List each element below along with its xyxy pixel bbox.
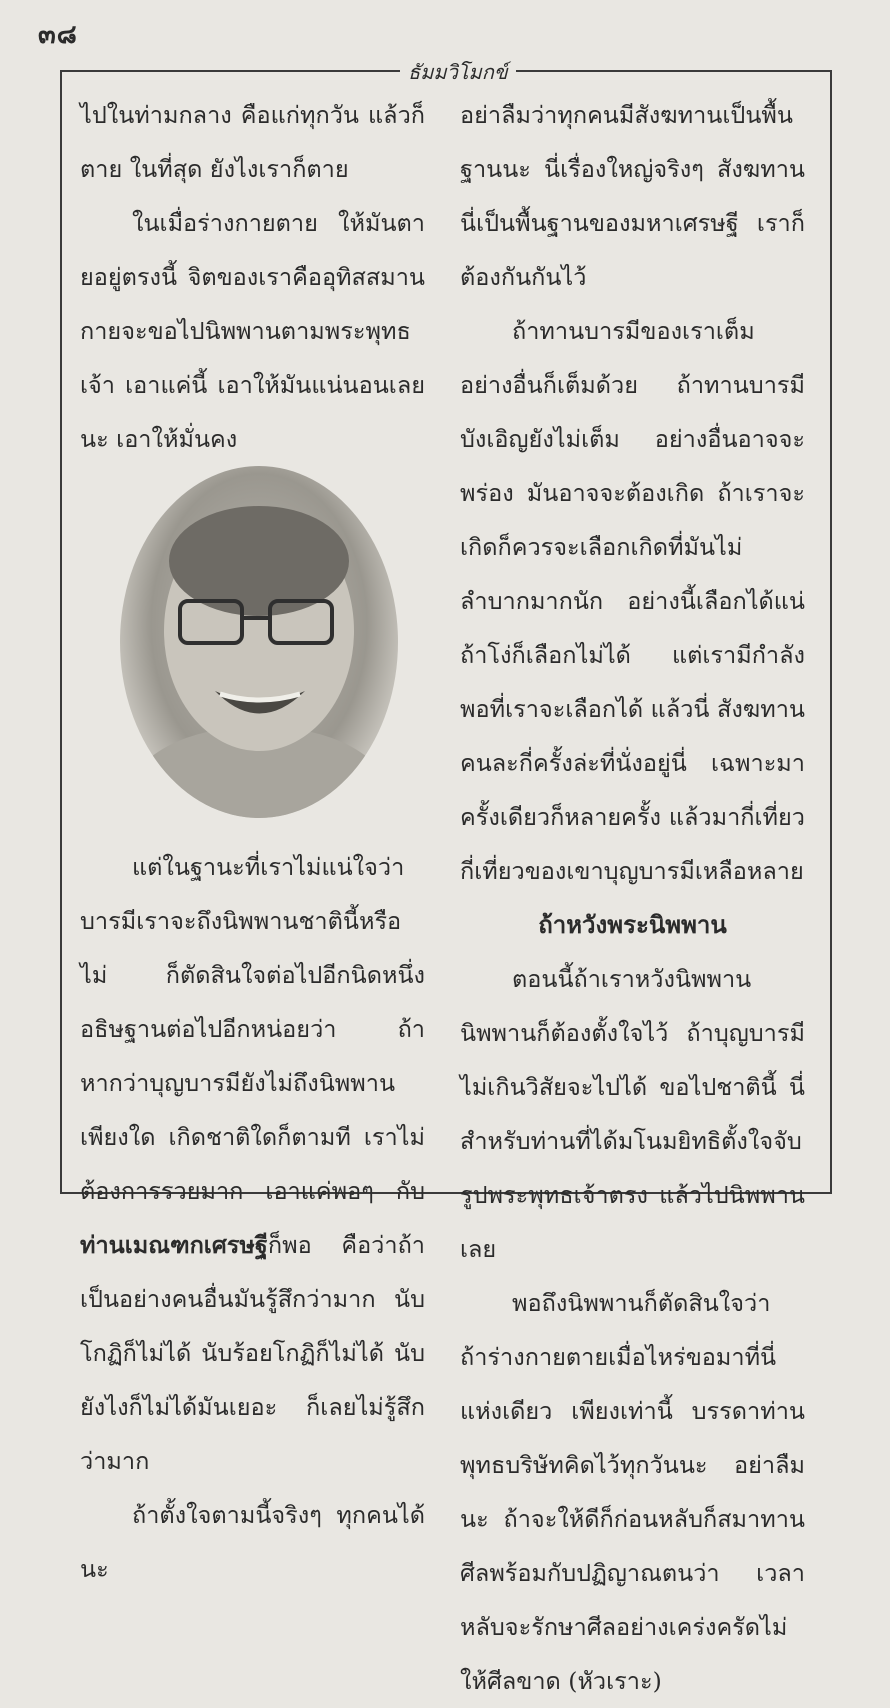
left-paragraph-4: ถ้าตั้งใจตามนี้จริงๆ ทุกคนได้นะ (80, 1501, 425, 1583)
right-paragraph-4: พอถึงนิพพานก็ตัดสินใจว่า ถ้าร่างกายตายเมื่อไหร่ขอมาที่นี่แห่งเดียว เพียงเท่านี้ บรรดาท่านพุทธบริษัทคิดไว้ทุกวันนะ อย่าลืมนะ ถ้าจะให้ดีก็ก่อนหลับก็สมาทานศีลพร้อมกับปฏิญาณตนว่า เวลาหลับจะรักษาศีลอย่างเคร่งครัดไม่ให้ศีลขาด (หัวเราะ) (460, 1289, 805, 1695)
left-paragraph-2: ในเมื่อร่างกายตาย ให้มันตายอยู่ตรงนี้ จิตของเราคืออุทิสสมานกายจะขอไปนิพพานตามพระพุทธเจ้า เอาแค่นี้ เอาให้มันแน่นอนเลยนะ เอาให้มั่นคง (80, 209, 425, 453)
right-paragraph-2: ถ้าทานบารมีของเราเต็ม อย่างอื่นก็เต็มด้วย ถ้าทานบารมีบังเอิญยังไม่เต็ม อย่างอื่นอาจจะพร่อง มันอาจจะต้องเกิด ถ้าเราจะเกิดก็ควรจะเลือกเกิดที่มันไม่ลำบากมากนัก อย่างนี้เลือกได้แน่ ถ้าโง่ก็เลือกไม่ได้ แต่เรามีกำลังพอที่เราจะเลือกได้ แล้วนี่ สังฆทานคนละกี่ครั้งล่ะที่นั่งอยู่นี่ เฉพาะมาครั้งเดียวก็หลายครั้ง แล้วมากี่เที่ยว กี่เที่ยวของเขาบุญบารมีเหลือหลาย (460, 317, 805, 885)
photo-container (80, 466, 425, 836)
left-paragraph-3-bold: ท่านเมณฑกเศรษฐี (80, 1231, 268, 1259)
section-heading: ถ้าหวังพระนิพพาน (538, 910, 727, 939)
left-paragraph-3-b: ก็พอ คือว่าถ้าเป็นอย่างคนอื่นมันรู้สึกว่ามาก นับโกฏิก็ไม่ได้ นับร้อยโกฏิก็ไม่ได้ นับยังไงก็ไม่ได้มันเยอะ ก็เลยไม่รู้สึกว่ามาก (80, 1231, 425, 1475)
portrait-illustration (120, 466, 398, 818)
page-number: ๓๘ (38, 20, 78, 50)
right-paragraph-1: อย่าลืมว่าทุกคนมีสังฆทานเป็นพื้นฐานนะ นี่เรื่องใหญ่จริงๆ สังฆทานนี่เป็นพื้นฐานของมหาเศรษฐี เราก็ต้องกันกันไว้ (460, 101, 805, 291)
left-paragraph-3-a: แต่ในฐานะที่เราไม่แน่ใจว่าบารมีเราจะถึงนิพพานชาตินี้หรือไม่ ก็ตัดสินใจต่อไปอีกนิดหนึ่ง อธิษฐานต่อไปอีกหน่อยว่า ถ้าหากว่าบุญบารมียังไม่ถึงนิพพานเพียงใด เกิดชาติใดก็ตามที เราไม่ต้องการรวยมาก เอาแค่พอๆ กับ (80, 853, 425, 1205)
right-column (460, 88, 805, 1708)
left-paragraph-3 (80, 840, 425, 1488)
left-column (80, 88, 425, 1596)
left-paragraph-1: ไปในท่ามกลาง คือแก่ทุกวัน แล้วก็ตาย ในที่สุด ยังไงเราก็ตาย (80, 101, 425, 183)
running-header: ธัมมวิโมกข์ (400, 56, 516, 88)
right-paragraph-3: ตอนนี้ถ้าเราหวังนิพพาน นิพพานก็ต้องตั้งใจไว้ ถ้าบุญบารมีไม่เกินวิสัยจะไปได้ ขอไปชาตินี้ นี่สำหรับท่านที่ได้มโนมยิทธิตั้งใจจับรูปพระพุทธเจ้าตรง แล้วไปนิพพานเลย (460, 965, 805, 1263)
portrait-photo (120, 466, 398, 818)
